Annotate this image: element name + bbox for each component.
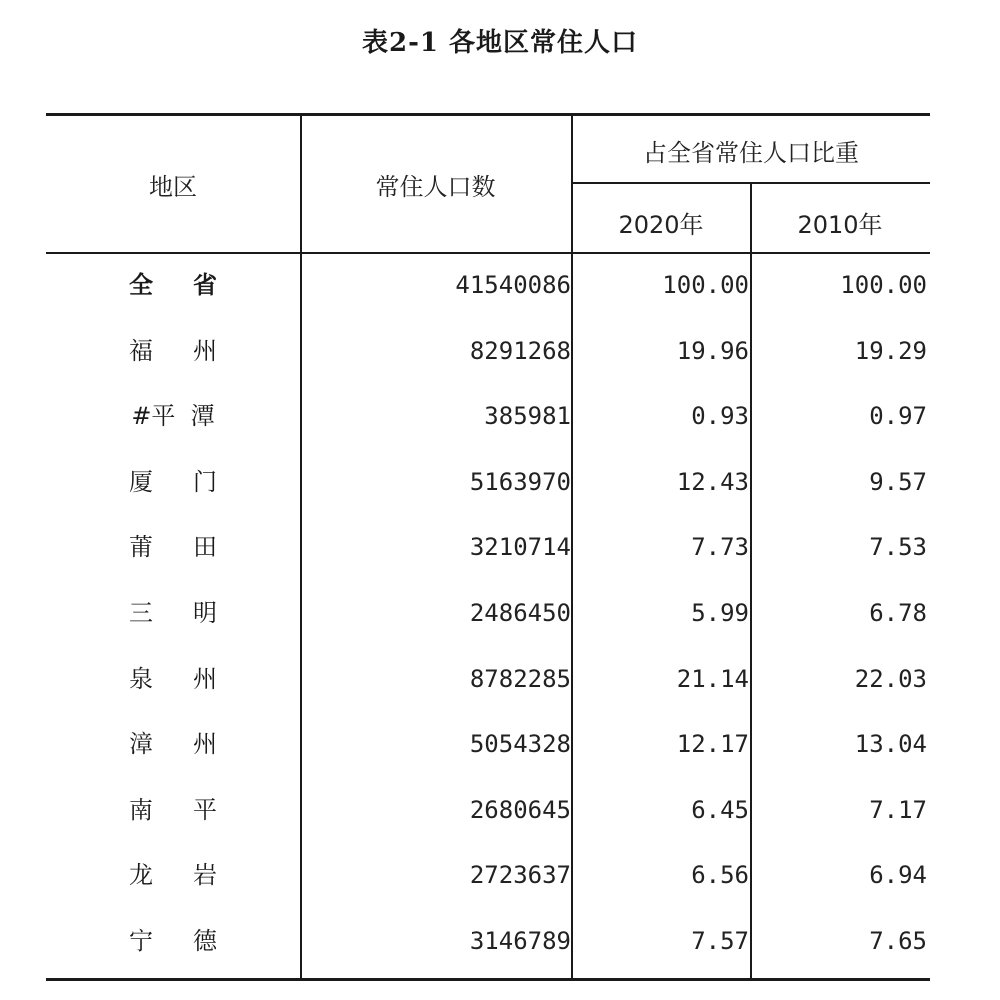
table-row [46, 253, 930, 319]
share-2020-cell: 12.17 [676, 730, 749, 759]
share-2020-cell: 19.96 [676, 336, 749, 365]
table-row [46, 319, 930, 385]
population-cell: 5163970 [469, 467, 571, 496]
share-2010-cell: 19.29 [854, 336, 927, 365]
share-2020-cell: 100.00 [662, 271, 749, 299]
share-2020-cell: 12.43 [676, 467, 749, 496]
header-population: 常住人口数 [375, 173, 496, 201]
region-cell: 宁德 [129, 927, 257, 955]
header-share-group: 占全省常住人口比重 [643, 139, 859, 167]
share-2020-cell: 21.14 [676, 664, 749, 693]
share-2010-cell: 6.94 [869, 861, 927, 890]
bottom-rule [46, 978, 930, 981]
share-2010-cell: 13.04 [854, 730, 927, 759]
population-cell: 3210714 [469, 533, 571, 562]
share-2020-cell: 5.99 [691, 599, 749, 627]
region-cell: 福州 [129, 336, 257, 365]
region-cell: 三明 [129, 599, 257, 627]
table-row [46, 581, 930, 647]
share-2010-cell: 7.17 [869, 795, 927, 824]
header-region: 地区 [149, 173, 197, 201]
table-row [46, 384, 930, 450]
population-cell: 5054328 [469, 730, 571, 759]
population-cell: 2680645 [469, 795, 571, 824]
share-2010-cell: 7.53 [869, 533, 927, 562]
share-2010-cell: 6.78 [869, 599, 927, 627]
table-row [46, 450, 930, 516]
header-year-2020: 2020年 [618, 211, 704, 239]
share-2020-cell: 6.56 [691, 861, 749, 890]
share-2020-cell: 7.57 [691, 927, 749, 955]
region-cell: 全省 [129, 271, 257, 299]
region-cell: 莆田 [129, 533, 257, 562]
population-cell: 8291268 [469, 336, 571, 365]
share-2010-cell: 100.00 [840, 271, 927, 299]
share-2010-cell: 0.97 [869, 402, 927, 431]
population-cell: 385981 [484, 402, 571, 431]
share-2010-cell: 9.57 [869, 467, 927, 496]
share-2010-cell: 22.03 [854, 664, 927, 693]
header-year-2010: 2010年 [797, 211, 883, 239]
population-cell: 2723637 [469, 861, 571, 890]
population-table [46, 113, 930, 981]
region-cell: #平 潭 [131, 402, 215, 431]
table-title: 表2-1 各地区常住人口 [361, 28, 639, 58]
table-row [46, 712, 930, 778]
table-row [46, 909, 930, 975]
region-cell: 漳州 [129, 730, 257, 759]
share-2020-cell: 7.73 [691, 533, 749, 562]
top-rule [46, 113, 930, 116]
population-cell: 2486450 [469, 599, 571, 627]
share-2010-cell: 7.65 [869, 927, 927, 955]
population-cell: 8782285 [469, 664, 571, 693]
population-cell: 41540086 [455, 271, 571, 299]
region-cell: 厦门 [129, 467, 257, 496]
table-row [46, 778, 930, 844]
table-row [46, 647, 930, 713]
share-2020-cell: 0.93 [691, 402, 749, 431]
table-row [46, 843, 930, 909]
table-row [46, 515, 930, 581]
region-cell: 泉州 [129, 664, 257, 693]
region-cell: 南平 [129, 795, 257, 824]
region-cell: 龙岩 [129, 861, 257, 890]
share-2020-cell: 6.45 [691, 795, 749, 824]
population-cell: 3146789 [469, 927, 571, 955]
